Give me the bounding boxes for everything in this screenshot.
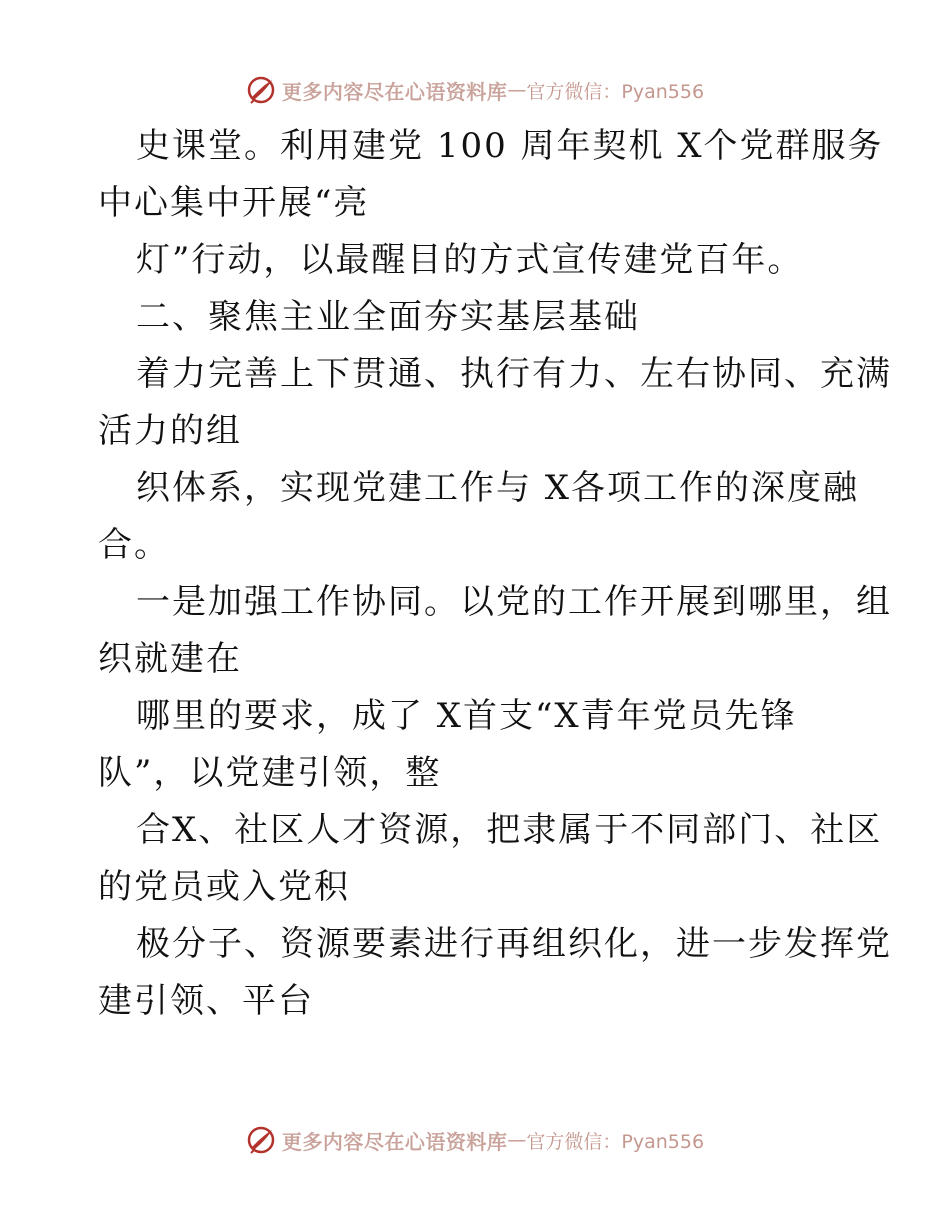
paragraph-line: 中心集中开展“亮 xyxy=(98,183,370,223)
footer-banner xyxy=(0,1120,950,1160)
banner-site-name: 更多内容尽在心语资料库 xyxy=(281,79,508,104)
paragraph-line: 活力的组 xyxy=(98,411,242,451)
paragraph-line: 合X、社区人才资源，把隶属于不同部门、社区 xyxy=(136,810,883,850)
banner-dash: — xyxy=(507,1129,527,1151)
paragraph-line: 哪里的要求，成了 X首支“X青年党员先锋 xyxy=(136,696,797,736)
paragraph-line: 合。 xyxy=(98,525,170,565)
feather-pen-logo-icon xyxy=(246,1125,276,1155)
banner-dash: — xyxy=(507,79,527,101)
feather-pen-logo-icon xyxy=(246,75,276,105)
paragraph-line: 史课堂。利用建党 100 周年契机 X个党群服务 xyxy=(136,126,884,166)
paragraph-line: 的党员或入党积 xyxy=(98,867,350,907)
banner-wechat-id: 官方微信：Pyan556 xyxy=(526,80,705,103)
paragraph-line: 织体系，实现党建工作与 X各项工作的深度融 xyxy=(136,468,860,508)
paragraph-line: 灯”行动，以最醒目的方式宣传建党百年。 xyxy=(136,240,804,280)
paragraph-line: 队”，以党建引领，整 xyxy=(98,753,442,793)
section-heading: 二、聚焦主业全面夯实基层基础 xyxy=(136,297,640,337)
paragraph-line: 着力完善上下贯通、执行有力、左右协同、充满 xyxy=(136,354,892,394)
paragraph-line: 极分子、资源要素进行再组织化，进一步发挥党 xyxy=(136,924,892,964)
paragraph-line: 一是加强工作协同。以党的工作开展到哪里，组 xyxy=(136,582,892,622)
document-body xyxy=(98,118,892,1030)
header-banner xyxy=(0,70,950,110)
banner-site-name: 更多内容尽在心语资料库 xyxy=(281,1129,508,1154)
paragraph-line: 织就建在 xyxy=(98,639,242,679)
banner-wechat-id: 官方微信：Pyan556 xyxy=(526,1130,705,1153)
paragraph-line: 建引领、平台 xyxy=(98,981,314,1021)
